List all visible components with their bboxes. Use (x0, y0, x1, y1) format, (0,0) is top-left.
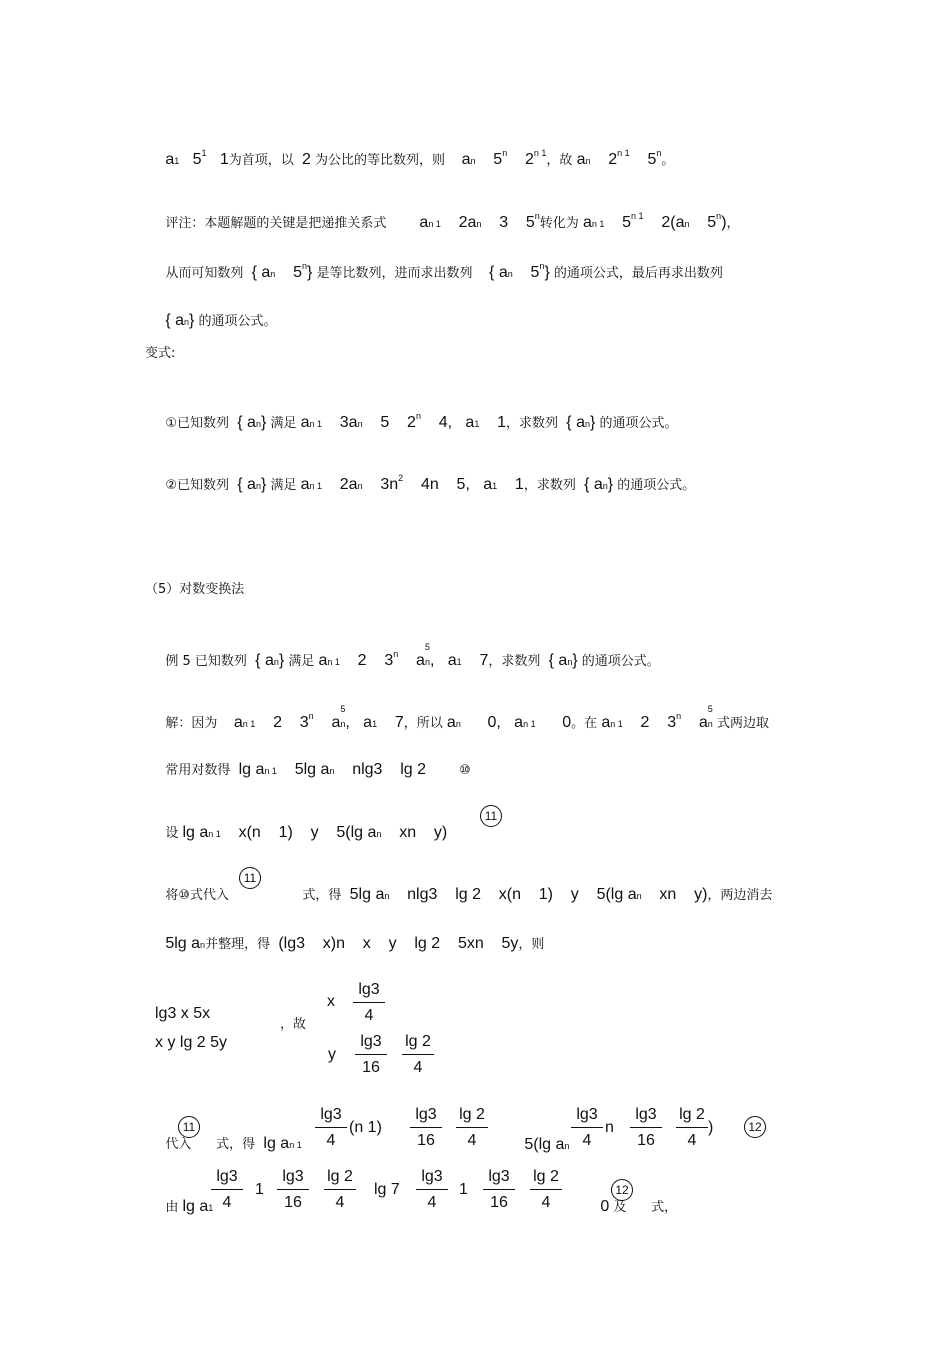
equation-marker-11-ref: 11 (239, 867, 261, 889)
fraction-16-3: lg 2 4 (320, 1167, 360, 1213)
fraction-16-5: lg3 16 (479, 1167, 519, 1213)
text-line-3: 从而可知数列 { an 5$^n$} 是等比数列，进而求出数列 { an 5$^n$} 的通项公式，最后再求出数列 (165, 261, 723, 281)
text-line-15: 代入 式，得 lg an 1 (165, 1135, 302, 1152)
text-15-n: n (605, 1119, 614, 1136)
text-line-13: 将⑩式代入 式，得 5lg an nlg3 lg 2 x(n 1) y 5(lg an xn y)，两边消去 (165, 886, 773, 903)
text-16-one-b: 1 (459, 1181, 468, 1198)
solution-x-label: x (327, 993, 335, 1010)
text-line-6: ①已知数列 { an} 满足 an 1 3an 5 2$^n$ 4, a1 1，求数列 { an} 的通项公式。 (165, 411, 678, 431)
equation-marker-11-sub: 11 (178, 1116, 200, 1138)
system-therefore: ，故 (280, 1017, 307, 1032)
fraction-15-4: lg3 4 (567, 1105, 607, 1151)
text-line-1: a1 $5^1$ 1为首项，以 2 为公比的等比数列，则 an 5$^n$ $2^{n 1}$，故 an $2^{n 1}$ 5$^n$。 (165, 148, 675, 168)
text-16-lg7: lg 7 (374, 1181, 400, 1198)
equation-marker-11: 11 (480, 805, 502, 827)
fraction-y-value-2: lg 2 4 (398, 1032, 438, 1078)
text-15-close: ) (708, 1119, 714, 1136)
text-line-4: { an} 的通项公式。 (165, 312, 277, 329)
text-line-10: 解：因为 an 1 2 3$^n$ a 5 n, a1 7，所以 an 0, an 1 0。在 an 1 2 3$^n$ a 5 n 式两边取 (165, 704, 769, 731)
fraction-15-5: lg3 16 (626, 1105, 666, 1151)
fraction-x-value: lg3 4 (349, 980, 389, 1026)
text-16-end: 0 及 式， (600, 1198, 678, 1215)
text-line-2: 评注：本题解题的关键是把递推关系式 an 1 2an 3 5$^n$转化为 an 1 $5^{n 1}$ 2(an 5$^n$)， (165, 211, 740, 231)
text-line-5: 变式: (145, 346, 176, 361)
fraction-y-value-1: lg3 16 (351, 1032, 391, 1078)
fraction-16-6: lg 2 4 (526, 1167, 566, 1213)
text-line-16: 由 lg a1 (165, 1198, 214, 1215)
text-line-14: 5lg an并整理，得 (lg3 x)n x y lg 2 5xn 5y，则 (165, 935, 545, 952)
fraction-15-1: lg3 4 (311, 1105, 351, 1151)
equation-marker-12: 12 (744, 1116, 766, 1138)
fraction-16-1: lg3 4 (207, 1167, 247, 1213)
text-line-9: 例 5 已知数列 { an} 满足 an 1 2 3$^n$ a 5 n, a1 7，求数列 { an} 的通项公式。 (165, 642, 660, 669)
section-heading: （5）对数变换法 (145, 582, 245, 597)
text-15-paren: (n 1) (349, 1119, 382, 1136)
solution-y-label: y (328, 1046, 336, 1063)
system-eq-1: lg3 x 5x (155, 1005, 211, 1022)
fraction-15-6: lg 2 4 (672, 1105, 712, 1151)
system-eq-2: x y lg 2 5y (155, 1034, 228, 1051)
text-line-12: 设 lg an 1 x(n 1) y 5(lg an xn y) (165, 824, 448, 841)
fraction-15-2: lg3 16 (406, 1105, 446, 1151)
fraction-16-4: lg3 4 (412, 1167, 452, 1213)
fraction-16-2: lg3 16 (273, 1167, 313, 1213)
text-16-one: 1 (255, 1181, 264, 1198)
text-line-11: 常用对数得 lg an 1 5lg an nlg3 lg 2 ⑩ (165, 761, 471, 778)
text-line-7: ②已知数列 { an} 满足 an 1 2an $3n^2$ 4n 5, a1 1，求数列 { an} 的通项公式。 (165, 473, 696, 493)
fraction-15-3: lg 2 4 (452, 1105, 492, 1151)
text-15-lg: 5(lg an (524, 1136, 570, 1153)
equation-marker-12-ref: 12 (611, 1179, 633, 1201)
